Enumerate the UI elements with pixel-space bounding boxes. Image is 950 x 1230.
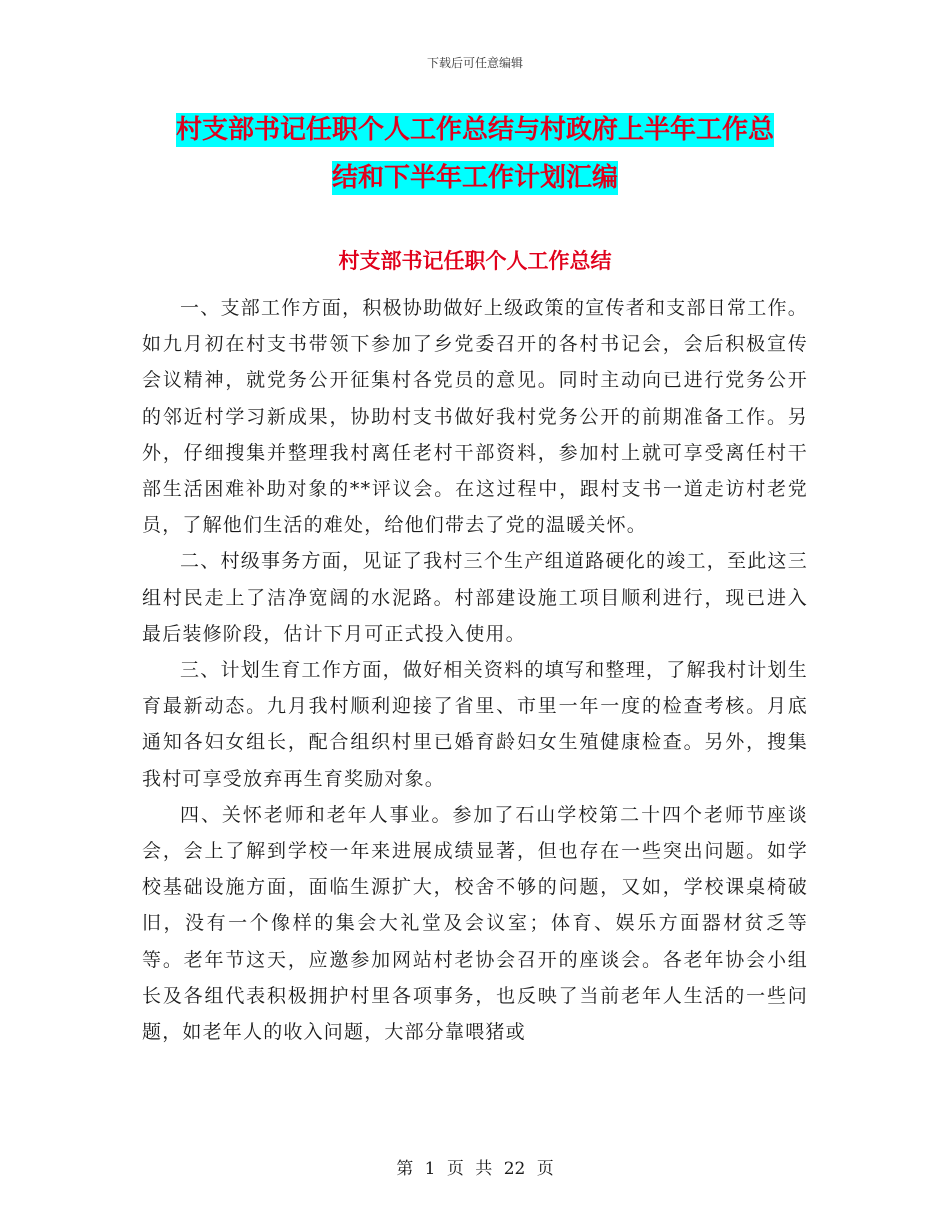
page-footer: 第 1 页 共 22 页 <box>396 1159 554 1179</box>
paragraph: 一、支部工作方面，积极协助做好上级政策的宣传者和支部日常工作。如九月初在村支书带领下参加了乡党委召开的各村书记会，会后积极宣传会议精神，就党务公开征集村各党员的意见。同时主动向已进行党务公开的邻近村学习新成果，协助村支书做好我村党务公开的前期准备工作。另外，仔细搜集并整理我村离任老村干部资料，参加村上就可享受离任村干部生活困难补助对象的**评议会。在这过程中，跟村支书一道走访村老党员，了解他们生活的难处，给他们带去了党的温暖关怀。 <box>142 297 808 537</box>
title-line-2: 结和下半年工作计划汇编 <box>331 163 618 193</box>
paragraph: 三、计划生育工作方面，做好相关资料的填写和整理，了解我村计划生育最新动态。九月我村顺利迎接了省里、市里一年一度的检查考核。月底通知各妇女组长，配合组织村里已婚育龄妇女生殖健康检查。另外，搜集我村可享受放弃再生育奖励对象。 <box>142 659 808 790</box>
document-body <box>142 290 808 1050</box>
paragraph: 四、关怀老师和老年人事业。参加了石山学校第二十四个老师节座谈会，会上了解到学校一年来进展成绩显著，但也存在一些突出问题。如学校基础设施方面，面临生源扩大，校舍不够的问题，又如，学校课桌椅破旧，没有一个像样的集会大礼堂及会议室；体育、娱乐方面器材贫乏等等。老年节这天，应邀参加网站村老协会召开的座谈会。各老年协会小组长及各组代表积极拥护村里各项事务，也反映了当前老年人生活的一些问题，如老年人的收入问题，大部分靠喂猪或 <box>142 803 808 1044</box>
section-title: 村支部书记任职个人工作总结 <box>338 249 612 273</box>
document-title <box>140 106 810 202</box>
title-line-1: 村支部书记任职个人工作总结与村政府上半年工作总 <box>175 115 774 145</box>
paragraph: 二、村级事务方面，见证了我村三个生产组道路硬化的竣工，至此这三组村民走上了洁净宽阔的水泥路。村部建设施工项目顺利进行，现已进入最后装修阶段，估计下月可正式投入使用。 <box>142 550 808 645</box>
header-note: 下载后可任意编辑 <box>426 56 523 70</box>
